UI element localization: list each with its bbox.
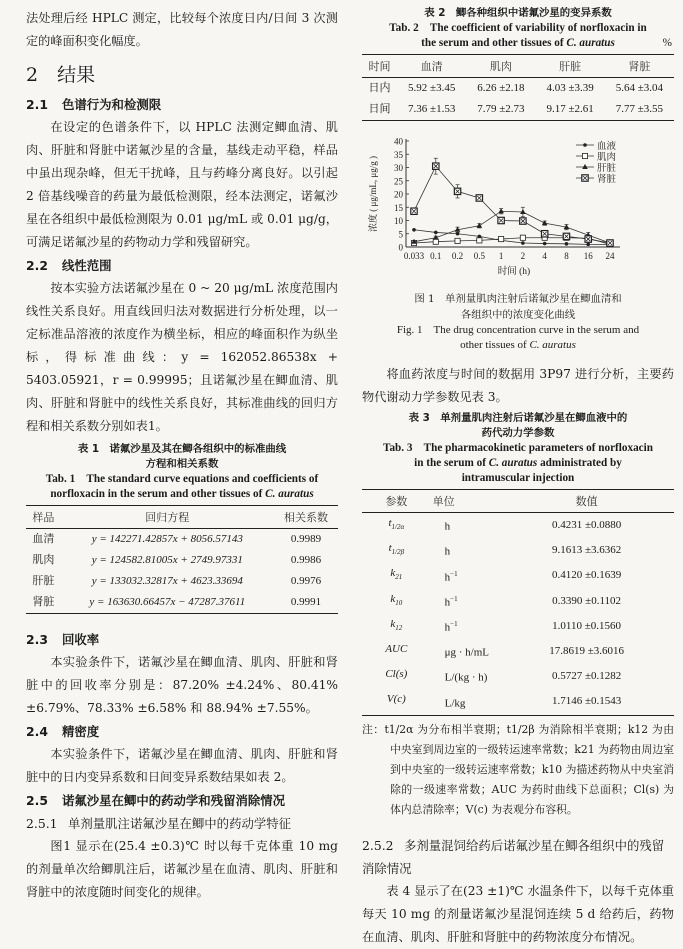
subsection-2-5-2-heading (362, 834, 674, 880)
cell-sample: 肌肉 (32, 554, 55, 566)
table-header-row (26, 506, 338, 529)
subsection-number: 2.5.1 (26, 816, 58, 831)
column-header: 回归方程 (61, 506, 274, 529)
cell-unit (431, 563, 500, 588)
legend-marker (583, 143, 587, 147)
subsection-number: 2.3 (26, 632, 48, 647)
cell-value: 4.03 ±3.39 (546, 82, 594, 94)
unit-text: h (444, 621, 451, 634)
species-name: C. auratus (265, 488, 314, 500)
unit-superscript: −1 (450, 569, 458, 578)
intro-paragraph: 法处理后经 HPLC 测定，比较每个浓度日内/日间 3 次测定的峰面积变化幅度。 (26, 11, 338, 48)
unit-text: h (444, 520, 451, 533)
data-point (563, 233, 569, 239)
section-2-heading (26, 59, 338, 91)
data-point (433, 163, 439, 169)
legend-label: 肌肉 (597, 153, 617, 163)
y-tick-label: 30 (394, 163, 403, 173)
subsection-2-3-text: 本实验条件下，诺氟沙星在鲫血清、肌肉、肝脏和肾脏中的回收率分别是：87.20% ±4.24%、80.41% ±6.79%、78.33% ±6.58% 和 88.94% ±7.55%。 (26, 655, 338, 715)
species-name: C. auratus (529, 339, 576, 351)
cell-unit (431, 664, 500, 689)
x-tick-label: 1 (498, 251, 504, 261)
unit-text: h (444, 546, 451, 559)
table-row (362, 513, 674, 539)
subsection-2-2-text: 按本实验方法诺氟沙星在 0 ~ 20 μg/mL 浓度范围内线性关系良好。用直线回归法对数据进行分析处理，以一定标准品溶液的浓度作为横坐标，相应的峰面积作为纵坐标，得标准曲线：y = 162052.86538x + 5403.05921，r = 0.99995；且诺氟沙星在鲫血清、肌肉、肝脏和肾脏中的线性关系良好，其标准曲线的回归方程和相关系数分别如表1。 (26, 281, 338, 433)
cell-value: 1.0110 ±0.1560 (552, 619, 622, 632)
table-2-grid (362, 54, 674, 121)
unit-text: h (444, 596, 451, 609)
subsection-2-4-heading (26, 720, 338, 743)
table-row (26, 592, 338, 614)
cell-unit (431, 538, 500, 563)
param-symbol: k (390, 567, 396, 580)
cell-param (362, 639, 431, 664)
cell-param (362, 689, 431, 715)
data-point (586, 243, 590, 247)
caption-line: administrated by (537, 457, 622, 469)
data-point (433, 239, 438, 244)
column-header: 数值 (499, 490, 674, 513)
unit-superscript: −1 (450, 620, 458, 629)
cell-value: 9.17 ±2.61 (546, 103, 594, 115)
column-header: 单位 (431, 490, 500, 513)
species-name: C. auratus (566, 37, 615, 49)
data-point (411, 208, 417, 214)
data-point (521, 241, 525, 245)
param-subscript: 10 (395, 598, 403, 607)
caption-line: in the serum of (414, 457, 489, 469)
unit-superscript: −1 (450, 594, 458, 603)
unit-text: h (444, 571, 451, 584)
data-point (498, 217, 504, 223)
y-tick-label: 35 (394, 149, 403, 160)
cell-value: 7.79 ±2.73 (477, 103, 525, 115)
cell-param (362, 513, 431, 539)
data-point (543, 242, 547, 246)
table-1-grid (26, 505, 338, 614)
unit-text: L/(kg · h) (444, 672, 488, 685)
subsection-2-1-heading (26, 93, 338, 116)
param-symbol: k (390, 617, 396, 630)
cell-unit (431, 689, 500, 715)
x-tick-label: 8 (564, 251, 569, 261)
caption-line: 药代动力学参数 (481, 427, 555, 439)
table-1-caption-en (26, 472, 338, 502)
cell-value: 7.36 ±1.53 (408, 103, 456, 115)
x-axis-label: 时间 (h) (497, 267, 531, 277)
subsection-2-4-text: 本实验条件下，诺氟沙星在鲫血清、肌肉、肝脏和肾脏中的日内变异系数和日间变异系数结果如表 2。 (26, 747, 338, 784)
y-tick-label: 0 (398, 242, 403, 253)
column-header: 样品 (26, 506, 61, 529)
param-symbol: Cl(s) (385, 668, 408, 681)
cell-param (362, 614, 431, 639)
cell-value: 0.4231 ±0.0880 (551, 519, 622, 532)
unit-text: μg · h/mL (444, 646, 490, 659)
table-row (362, 689, 674, 715)
data-point (520, 209, 526, 214)
cell-coefficient: 0.9986 (290, 554, 322, 566)
data-point (520, 218, 526, 224)
caption-line: Fig. 1 The drug concentration curve in the serum and (396, 324, 640, 336)
caption-line: 方程和相关系数 (145, 458, 219, 470)
subsection-title: 色谱行为和检测限 (62, 97, 162, 112)
param-subscript: 21 (395, 573, 403, 582)
cell-unit (431, 614, 500, 639)
subsection-title: 单剂量肌注诺氟沙星在鲫中的药动学特征 (68, 816, 292, 831)
param-symbol: t (388, 542, 392, 555)
table-row (362, 614, 674, 639)
table-row (362, 99, 674, 121)
figure-1-caption-cn (362, 291, 674, 323)
data-point (565, 242, 569, 246)
table-2 (362, 6, 674, 121)
left-column (26, 0, 338, 904)
table-row (362, 563, 674, 588)
cell-value: 9.1613 ±3.6362 (551, 544, 622, 557)
caption-line: 表 1 诺氟沙星及其在鲫各组织中的标准曲线 (77, 443, 287, 455)
table-row (362, 78, 674, 100)
table-row (362, 589, 674, 614)
cell-equation: y = 142271.42857x + 8056.57143 (91, 533, 243, 545)
table-row (362, 538, 674, 563)
cell-value: 6.26 ±2.18 (477, 82, 525, 94)
cell-time: 日内 (368, 82, 391, 94)
data-point (412, 228, 416, 232)
caption-line: Tab. 3 The pharmacokinetic parameters of norfloxacin (383, 442, 653, 454)
cell-param (362, 563, 431, 588)
column-header: 肝脏 (536, 55, 605, 78)
caption-line: 各组织中的浓度变化曲线 (460, 309, 576, 321)
cell-unit (431, 639, 500, 664)
subsection-number: 2.4 (26, 724, 48, 739)
cell-sample: 肾脏 (32, 596, 55, 608)
subsection-title: 诺氟沙星在鲫中的药动学和残留消除情况 (62, 793, 286, 808)
section-number: 2 (26, 64, 39, 86)
concentration-chart (362, 133, 674, 283)
table-row (362, 664, 674, 689)
legend-label: 肾脏 (597, 175, 617, 185)
legend-marker (582, 153, 587, 158)
cell-param (362, 589, 431, 614)
table-row (362, 639, 674, 664)
cell-value: 7.77 ±3.55 (615, 103, 664, 115)
caption-line: Tab. 1 The standard curve equations and coefficients of (45, 473, 319, 485)
table-3-note: 注：t1/2α 为分布相半衰期；t1/2β 为消除相半衰期；k12 为由中央室到周边室的一级转运速率常数；k21 为药物由周边室到中央室的一级转运速率常数；k10 为描述药物从中央室消除的一级速率常数；AUC 为药时曲线下总面积；Cl(s) 为体内总清除率；V(c) 为表观分布容积。 (362, 722, 674, 816)
x-tick-label: 24 (605, 251, 615, 261)
figure-1 (362, 133, 674, 353)
cell-param (362, 538, 431, 563)
subsection-2-3-heading (26, 628, 338, 651)
x-tick-label: 2 (520, 251, 526, 261)
column-header: 相关系数 (274, 506, 338, 529)
y-tick-label: 20 (394, 189, 403, 200)
x-tick-label: 0.1 (430, 251, 442, 261)
subsection-title: 精密度 (62, 724, 100, 739)
figure-1-caption-en (362, 323, 674, 353)
legend-label: 血液 (597, 142, 617, 152)
data-point (455, 238, 460, 243)
subsection-number: 2.5.2 (362, 837, 394, 853)
y-tick-label: 5 (398, 229, 403, 240)
subsection-2-5-1-heading (26, 812, 338, 835)
data-point (607, 240, 613, 246)
param-subscript: 12 (395, 623, 403, 632)
cell-coefficient: 0.9991 (290, 596, 322, 608)
cell-value: 0.3390 ±0.1102 (552, 594, 622, 607)
table-2-caption-en (362, 21, 674, 51)
table-header-row (362, 55, 674, 78)
cell-value: 0.5727 ±0.1282 (551, 670, 622, 683)
x-tick-label: 4 (542, 251, 547, 261)
cell-value: 5.92 ±3.45 (408, 82, 456, 94)
caption-line: other tissues of (460, 339, 530, 351)
data-point (454, 188, 460, 194)
cell-equation: y = 124582.81005x + 2749.97331 (91, 554, 243, 566)
section-title: 结果 (57, 64, 96, 86)
subsection-title: 多剂量混饲给药后诺氟沙星在鲫各组织中的残留消除情况 (362, 837, 665, 876)
cell-value: 0.4120 ±0.1639 (551, 569, 622, 582)
cell-value: 1.7146 ±0.1543 (551, 695, 622, 708)
caption-line: norfloxacin in the serum and other tissues of (50, 488, 266, 500)
caption-line: Tab. 2 The coefficient of variability of norfloxacin in (389, 22, 647, 34)
table-1 (26, 442, 338, 614)
legend-label: 肝脏 (597, 164, 617, 174)
x-tick-label: 0.033 (403, 251, 425, 261)
table-2-caption-cn: 表 2 鲫各种组织中诺氟沙星的变异系数 (424, 7, 612, 19)
cell-value: 17.8619 ±3.6016 (549, 645, 625, 658)
caption-line: 图 1 单剂量肌肉注射后诺氟沙星在鲫血清和 (414, 293, 622, 305)
data-point (498, 208, 504, 213)
y-axis-label: 浓度 ( μg/mL, μg/g ) (368, 156, 378, 232)
cell-unit (431, 589, 500, 614)
table-1-caption-cn (26, 442, 338, 472)
column-header: 参数 (362, 490, 431, 513)
paragraph-3p97: 将血药浓度与时间的数据用 3P97 进行分析，主要药物代谢动力学参数见表 3。 (362, 367, 674, 404)
data-point (477, 238, 482, 243)
subsection-2-1-text: 在设定的色谱条件下，以 HPLC 法测定鲫血清、肌肉、肝脏和肾脏中诺氟沙星的含量，基线走动平稳，样品中虽出现杂峰，但无干扰峰，且与药峰分离良好。以引起 2 倍基线噪音的药量为最低检测限，经本法测定，诺氟沙星在各组织中最低检测限为 0.01 μg/mL 或 0.01 μg/g，可满足诺氟沙星的药物动力学和残留研究。 (26, 120, 338, 249)
table-3-caption-en (362, 441, 674, 486)
data-point (434, 231, 438, 235)
x-tick-label: 16 (583, 251, 593, 261)
cell-equation: y = 163630.66457x − 47287.37611 (89, 596, 246, 608)
caption-line: intramuscular injection (461, 472, 575, 484)
y-tick-label: 25 (394, 176, 403, 187)
x-tick-label: 0.2 (451, 251, 464, 261)
unit-text: L/kg (444, 697, 466, 710)
column-header: 时间 (362, 55, 397, 78)
param-subscript: 1/2α (391, 523, 405, 532)
series-line-1 (414, 238, 610, 245)
cell-unit (431, 513, 500, 539)
cell-param (362, 664, 431, 689)
table-row (26, 550, 338, 571)
subsection-title: 线性范围 (62, 258, 112, 273)
cell-equation: y = 133032.32817x + 4623.33694 (91, 575, 243, 587)
param-subscript: 1/2β (391, 548, 405, 557)
data-point (499, 236, 504, 241)
column-header: 血清 (397, 55, 466, 78)
column-header: 肌肉 (466, 55, 535, 78)
y-tick-label: 10 (394, 216, 403, 226)
cell-sample: 肝脏 (32, 575, 55, 587)
data-point (456, 232, 460, 236)
data-point (476, 195, 482, 201)
cell-value: 5.64 ±3.04 (615, 82, 664, 94)
cell-coefficient: 0.9989 (290, 533, 322, 545)
subsection-number: 2.5 (26, 793, 48, 808)
column-header: 肾脏 (605, 55, 674, 78)
table-3-caption-cn (362, 411, 674, 441)
cell-coefficient: 0.9976 (290, 575, 322, 587)
subsection-number: 2.1 (26, 97, 48, 112)
legend-marker (582, 175, 588, 181)
param-symbol: t (388, 517, 392, 529)
param-symbol: k (390, 592, 396, 605)
species-name: C. auratus (488, 457, 538, 469)
table-header-row (362, 490, 674, 513)
param-symbol: V(c) (386, 693, 406, 706)
x-tick-label: 0.5 (473, 251, 485, 261)
caption-line: 表 3 单剂量肌肉注射后诺氟沙星在鲫血液中的 (408, 412, 628, 424)
unit-label: % (662, 37, 672, 49)
y-tick-label: 15 (394, 202, 403, 213)
data-point (541, 231, 547, 237)
param-symbol: AUC (385, 642, 408, 655)
cell-time: 日间 (368, 103, 391, 115)
table-3 (362, 411, 674, 820)
subsection-2-5-heading (26, 789, 338, 812)
data-point (520, 235, 525, 240)
subsection-number: 2.2 (26, 258, 48, 273)
subsection-title: 回收率 (62, 632, 100, 647)
cell-sample: 血清 (32, 533, 55, 545)
table-row (26, 571, 338, 592)
table-row (26, 529, 338, 551)
right-column (362, 0, 674, 949)
subsection-2-5-1-text: 图1 显示在(25.4 ±0.3)℃ 时以每千克体重 10 mg 的剂量单次给鲫肌注后，诺氟沙星在血清、肌肉、肝脏和肾脏中的浓度随时间变化的规律。 (26, 839, 338, 899)
table-3-grid (362, 489, 674, 716)
subsection-2-2-heading (26, 254, 338, 277)
subsection-2-5-2-text: 表 4 显示了在(23 ±1)℃ 水温条件下，以每千克体重每天 10 mg 的剂量诺氟沙星混饲连续 5 d 给药后，药物在血清、肌肉、肝脏和肾脏中的药物浓度分布情况。 (362, 883, 674, 944)
legend-marker (582, 164, 588, 169)
data-point (585, 236, 591, 242)
y-tick-label: 40 (394, 136, 403, 147)
caption-line: the serum and other tissues of (421, 37, 567, 49)
